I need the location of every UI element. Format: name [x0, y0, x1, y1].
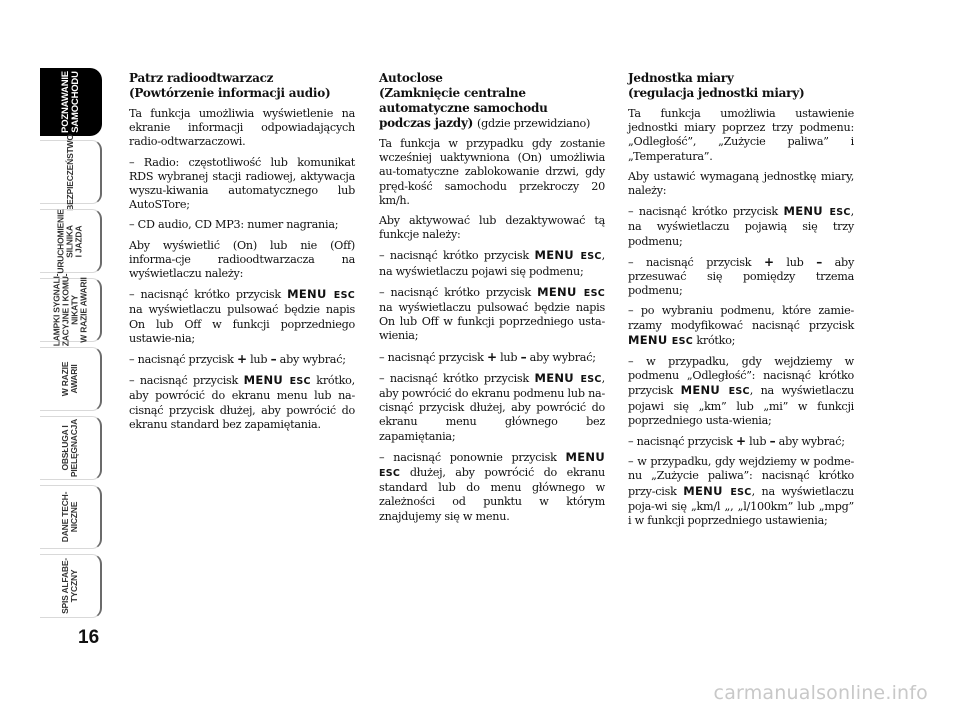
key-menu: MENU [534, 370, 574, 385]
minus-key-icon: – [769, 434, 776, 449]
text: aby wybrać; [529, 350, 596, 364]
paragraph: Ta funkcja umożliwia ustawienie jednostki miary poprzez trzy podmenu: „Odległość”, „Zużycie paliwa” i „Temperatura”. [628, 107, 854, 163]
heading-line: (Powtórzenie informacji audio) [129, 86, 331, 100]
text: , na wyświetlaczu pojawi się podmenu; [379, 249, 605, 278]
text: – w przypadku, gdy wejdziemy w podme-nu „Zużycie paliwa”: nacisnąć krótko przy-cisk [628, 455, 854, 498]
menu-esc-key [534, 248, 601, 262]
text: – nacisnąć krótko przycisk [379, 371, 529, 385]
text: – po wybraniu podmenu, które zamie-rzamy modyfikować nacisnąć przycisk [628, 304, 854, 332]
menu-esc-key [537, 285, 605, 299]
text: lub [500, 350, 518, 364]
tab-uruchomienie-silnika[interactable] [40, 209, 102, 273]
text: krótko, aby powrócić do ekranu menu lub na-cisnąć przycisk dłużej, aby powrócić do ekranu standard bez zapamiętania. [129, 374, 355, 431]
heading-line: podczas jazdy) [379, 116, 474, 130]
heading-line: (regulacja jednostki miary) [628, 86, 805, 100]
minus-key-icon: – [270, 352, 277, 367]
plus-key-icon: + [763, 254, 774, 269]
key-menu: MENU [628, 332, 668, 347]
tab-label: DANE TECH- NICZNE [59, 491, 79, 543]
tab-label: BEZPIECZEŃSTWO [64, 133, 75, 211]
text: , aby powrócić do ekranu podmenu lub na-cisnąć przycisk dłużej, aby powrócić do ekranu menu głównego bez zapamiętania; [379, 371, 605, 443]
tab-label: POZNAWANIE SAMOCHODU [60, 71, 81, 133]
key-menu: MENU [534, 248, 574, 263]
paragraph: Aby aktywować lub dezaktywować tą funkcje należy: [379, 214, 605, 242]
tab-label: W RAZIE AWARII [59, 361, 79, 397]
key-esc: ESC [580, 251, 602, 263]
text: krótko; [696, 333, 736, 347]
paragraph [628, 455, 854, 528]
paragraph: Ta funkcja w przypadku gdy zostanie wcześniej uaktywniona (On) umożliwia au-tomatyczne zablokowanie drzwi, gdy pręd-kość samochodu przekroczy 20 km/h. [379, 137, 605, 207]
menu-esc-key [783, 204, 850, 218]
text: lub [250, 353, 268, 367]
text: – w przypadku, gdy wejdziemy w podmenu „Odległość”: nacisnąć krótko przycisk [628, 355, 854, 398]
key-esc: ESC [583, 287, 606, 299]
minus-key-icon: – [816, 254, 822, 269]
paragraph [379, 350, 605, 365]
section-heading [628, 71, 854, 101]
tab-lampki-sygnalizacyjne[interactable] [40, 273, 102, 347]
minus-key-icon: – [520, 349, 527, 364]
key-menu: MENU [243, 373, 284, 388]
paragraph [628, 255, 854, 299]
text: , na wyświetlaczu pojawi się „km” lub „mi” w funkcji poprzedniego usta-wienia; [628, 384, 854, 427]
text: na wyświetlaczu pulsować będzie napis On lub Off w funkcji poprzedniego ustawie-nia; [129, 303, 355, 345]
section-heading [129, 71, 355, 101]
key-menu: MENU [565, 449, 605, 464]
paragraph [379, 450, 605, 524]
key-esc: ESC [728, 386, 750, 398]
heading-line: automatyczne samochodu [379, 101, 548, 115]
text: lub [786, 255, 804, 269]
text: lub [749, 435, 767, 449]
paragraph [129, 373, 355, 432]
key-esc: ESC [379, 468, 401, 480]
tab-label: URUCHOMIENIE SILNIKA I JAZDA [55, 208, 84, 274]
text: aby przesuwać się pomiędzy trzema podmenu; [628, 255, 855, 298]
text: – nacisnąć przycisk [129, 374, 239, 388]
paragraph [129, 352, 355, 367]
text: – nacisnąć przycisk [628, 435, 733, 449]
plus-key-icon: + [486, 349, 497, 364]
tab-dane-techniczne[interactable] [40, 485, 102, 549]
tab-bezpieczenstwo[interactable] [40, 133, 102, 211]
text: dłużej, aby powrócić do ekranu standard lub do menu głównego w zależności od punktu w którym znajdujemy się w menu. [379, 466, 605, 523]
text: – nacisnąć przycisk [379, 350, 484, 364]
text: na wyświetlaczu pulsować będzie napis On lub Off w funkcji poprzedniego usta-wienia; [379, 301, 605, 343]
text: , na wyświetlaczu poja-wi się „km/l „, „l/100km” lub „mpg” i w funkcji poprzedniego ustawienia; [628, 484, 854, 528]
key-menu: MENU [537, 284, 577, 299]
page-number: 16 [78, 627, 100, 648]
key-menu: MENU [683, 483, 723, 498]
key-esc: ESC [580, 373, 602, 385]
menu-esc-key [244, 373, 311, 387]
text: – nacisnąć przycisk [129, 353, 234, 367]
plus-key-icon: + [735, 434, 746, 449]
menu-esc-key [683, 484, 751, 498]
section-tab-rail [40, 68, 102, 628]
section-heading [379, 71, 605, 131]
paragraph [379, 285, 605, 344]
key-esc: ESC [730, 486, 752, 498]
key-esc: ESC [333, 290, 356, 302]
key-esc: ESC [289, 376, 311, 388]
plus-key-icon: + [236, 352, 247, 367]
tab-w-razie-awarii[interactable] [40, 347, 102, 411]
text: – nacisnąć krótko przycisk [129, 288, 281, 302]
tab-label: LAMPKI SYGNALI- ZACYJNE I KOMU- NIKATY W RAZIE AWARII [51, 273, 88, 347]
paragraph [628, 434, 854, 449]
key-menu: MENU [287, 287, 327, 302]
text: – nacisnąć przycisk [628, 255, 752, 269]
paragraph [628, 304, 854, 349]
menu-esc-key [681, 383, 750, 397]
paragraph [379, 371, 605, 444]
paragraph: – Radio: częstotliwość lub komunikat RDS wybranej stacji radiowej, aktywacja wyszu-kiwania automatycznego lub AutoSTore; [129, 155, 355, 212]
text: aby wybrać; [778, 435, 845, 449]
menu-esc-key [534, 371, 601, 385]
column-units [628, 71, 854, 534]
text: – nacisnąć ponownie przycisk [379, 450, 557, 464]
key-menu: MENU [783, 204, 823, 219]
heading-line: Jednostka miary [628, 71, 734, 85]
menu-esc-key [628, 333, 693, 347]
watermark: carmanualsonline.info [713, 682, 928, 704]
text: – nacisnąć krótko przycisk [628, 205, 778, 219]
text: – nacisnąć krótko przycisk [379, 285, 531, 299]
heading-line: Patrz radioodtwarzacz [129, 71, 274, 85]
paragraph [628, 355, 854, 428]
key-esc: ESC [671, 335, 693, 347]
tab-label: SPIS ALFABE- TYCZNY [59, 558, 79, 614]
text: , na wyświetlaczu pojawią się trzy podmenu; [628, 205, 854, 248]
column-radio [129, 71, 355, 438]
paragraph [379, 248, 605, 278]
paragraph: Ta funkcja umożliwia wyświetlenie na ekranie informacji odpowiadających radio-odtwarzaczowi. [129, 107, 355, 149]
paragraph: Aby wyświetlić (On) lub nie (Off) informa-cje radioodtwarzacza na wyświetlaczu należy: [129, 238, 355, 281]
text: – nacisnąć krótko przycisk [379, 249, 529, 263]
paragraph [129, 287, 355, 346]
heading-line: (Zamknięcie centralne [379, 86, 526, 100]
tab-obsluga-i-pielegnacja[interactable] [40, 416, 102, 480]
key-esc: ESC [829, 207, 851, 219]
tab-poznawanie-samochodu[interactable] [40, 68, 102, 136]
paragraph: – CD audio, CD MP3: numer nagrania; [129, 218, 339, 232]
heading-note: (gdzie przewidziano) [477, 117, 591, 130]
column-autoclose [379, 71, 605, 530]
tab-spis-alfabetyczny[interactable] [40, 554, 102, 618]
text: aby wybrać; [279, 353, 346, 367]
paragraph [628, 204, 854, 249]
tab-label: OBSŁUGA I PIELĘGNACJA [59, 418, 79, 478]
key-menu: MENU [680, 383, 721, 398]
menu-esc-key [287, 287, 355, 301]
paragraph: Aby ustawić wymaganą jednostkę miary, należy: [628, 169, 854, 198]
heading-line: Autoclose [379, 71, 443, 85]
